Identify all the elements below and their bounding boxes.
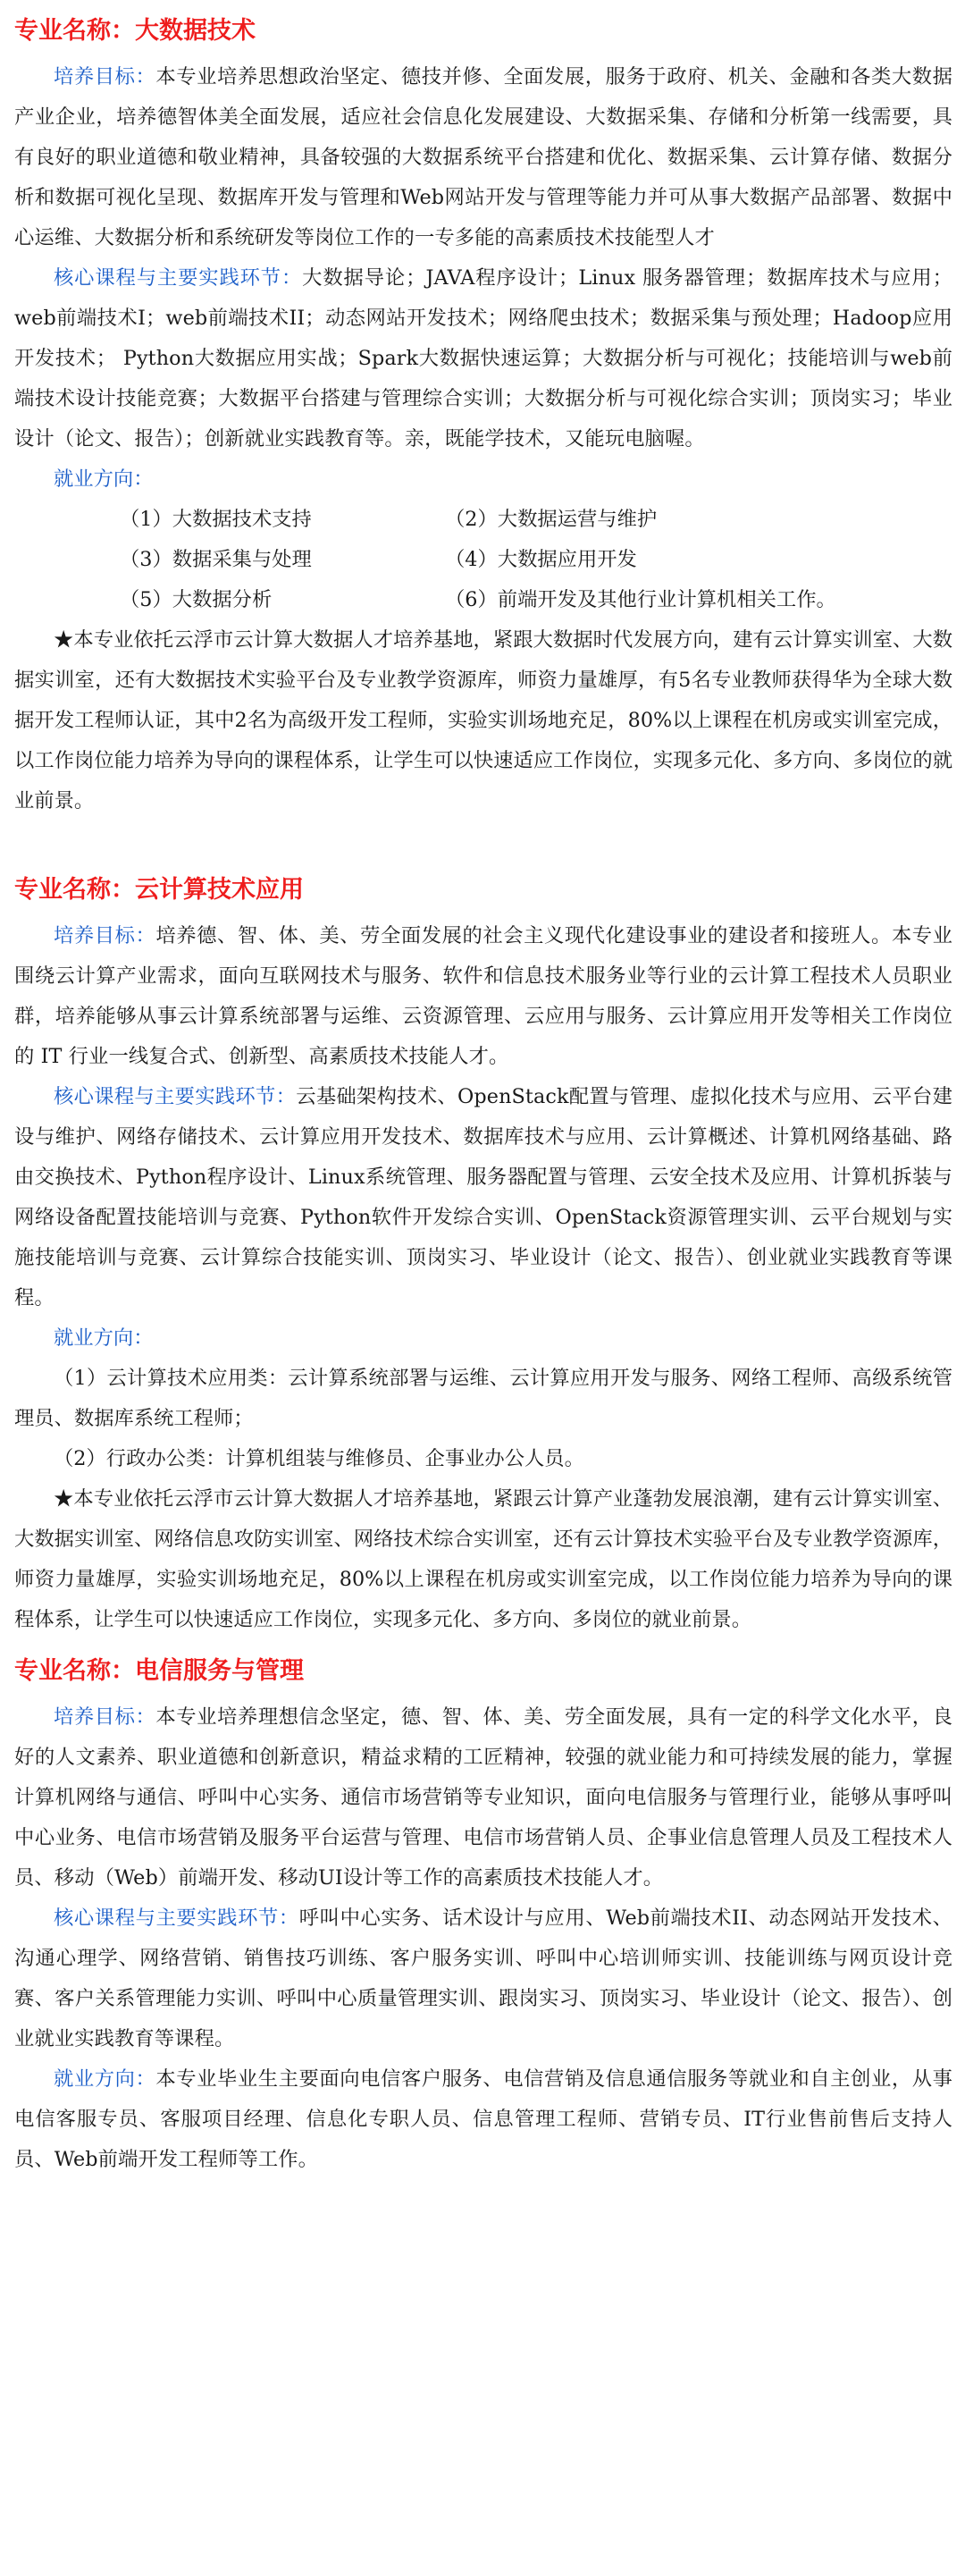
program-note: ★本专业依托云浮市云计算大数据人才培养基地，紧跟大数据时代发展方向，建有云计算实训室、大数据实训室，还有大数据技术实验平台及专业教学资源库，师资力量雄厚，有5名专业教师获得华为全球大数据开发工程师认证，其中2名为高级开发工程师，实验实训场地充足，80%以上课程在机房或实训室完成，以工作岗位能力培养为导向的课程体系，让学生可以快速适应工作岗位，实现多元化、多方向、多岗位的就业前景。 xyxy=(14,628,952,812)
major-title: 专业名称：云计算技术应用 xyxy=(14,876,304,904)
employment-line: （2）行政办公类：计算机组装与维修员、企事业办公人员。 xyxy=(54,1447,584,1470)
core-courses-paragraph xyxy=(14,258,952,459)
training-goal-text: 培养德、智、体、美、劳全面发展的社会主义现代化建设事业的建设者和接班人。本专业围绕云计算产业需求，面向互联网技术与服务、软件和信息技术服务业等行业的云计算工程技术人员职业群，培养能够从事云计算系统部署与运维、云资源管理、云应用与服务、云计算应用开发等相关工作岗位的 IT 行业一线复合式、创新型、高素质技术技能人才。 xyxy=(14,924,952,1068)
core-courses-label: 核心课程与主要实践环节： xyxy=(54,1085,297,1108)
core-courses-text: 云基础架构技术、OpenStack配置与管理、虚拟化技术与应用、云平台建设与维护、网络存储技术、云计算应用开发技术、数据库技术与应用、云计算概述、计算机网络基础、路由交换技术、Python程序设计、Linux系统管理、服务器配置与管理、云安全技术及应用、计算机拆装与网络设备配置技能培训与竞赛、Python软件开发综合实训、OpenStack资源管理实训、云平台规划与实施技能培训与竞赛、云计算综合技能实训、顶岗实习、毕业设计（论文、报告）、创业就业实践教育等课程。 xyxy=(14,1085,952,1309)
employment-label: 就业方向： xyxy=(54,2067,156,2091)
employment-heading xyxy=(14,1318,952,1359)
employment-item: （3）数据采集与处理 xyxy=(120,548,312,571)
employment-item: （6）前端开发及其他行业计算机相关工作。 xyxy=(445,588,836,611)
program-note: ★本专业依托云浮市云计算大数据人才培养基地，紧跟云计算产业蓬勃发展浪潮，建有云计算实训室、大数据实训室、网络信息攻防实训室、网络技术综合实训室，还有云计算技术实验平台及专业教学资源库，师资力量雄厚，实验实训场地充足，80%以上课程在机房或实训室完成，以工作岗位能力培养为导向的课程体系，让学生可以快速适应工作岗位，实现多元化、多方向、多岗位的就业前景。 xyxy=(14,1487,952,1631)
employment-label: 就业方向： xyxy=(54,467,154,491)
employment-item: （4）大数据应用开发 xyxy=(445,548,637,571)
major-section-cloud-computing xyxy=(14,864,952,1640)
employment-line: （1）云计算技术应用类：云计算系统部署与运维、云计算应用开发与服务、网络工程师、高级系统管理员、数据库系统工程师； xyxy=(14,1367,952,1430)
employment-item: （5）大数据分析 xyxy=(120,588,273,611)
major-section-telecom-service xyxy=(14,1646,952,2180)
employment-heading xyxy=(14,459,952,500)
employment-list xyxy=(14,500,952,620)
core-courses-text: 大数据导论；JAVA程序设计；Linux 服务器管理；数据库技术与应用；web前端技术I；web前端技术II；动态网站开发技术；网络爬虫技术；数据采集与预处理；Hadoop应用开发技术； Python大数据应用实战；Spark大数据快速运算；大数据分析与可视化；技能培训与web前端技术设计技能竞赛；大数据平台搭建与管理综合实训；大数据分析与可视化综合实训；顶岗实习；毕业设计（论文、报告）；创新就业实践教育等。亲，既能学技术，又能玩电脑喔。 xyxy=(14,266,953,450)
training-goal-paragraph xyxy=(14,1697,952,1898)
training-goal-paragraph xyxy=(14,916,952,1077)
core-courses-paragraph xyxy=(14,1898,952,2059)
training-goal-text: 本专业培养理想信念坚定，德、智、体、美、劳全面发展，具有一定的科学文化水平，良好的人文素养、职业道德和创新意识，精益求精的工匠精神，较强的就业能力和可持续发展的能力，掌握计算机网络与通信、呼叫中心实务、通信市场营销等专业知识，面向电信服务与管理行业，能够从事呼叫中心业务、电信市场营销及服务平台运营与管理、电信市场营销人员、企事业信息管理人员及工程技术人员、移动（Web）前端开发、移动UI设计等工作的高素质技术技能人才。 xyxy=(14,1705,952,1890)
core-courses-text: 呼叫中心实务、话术设计与应用、Web前端技术II、动态网站开发技术、沟通心理学、网络营销、销售技巧训练、客户服务实训、呼叫中心培训师实训、技能训练与网页设计竞赛、客户关系管理能力实训、呼叫中心质量管理实训、跟岗实习、顶岗实习、毕业设计（论文、报告）、创业就业实践教育等课程。 xyxy=(14,1907,952,2050)
major-title: 专业名称：电信服务与管理 xyxy=(14,1657,304,1685)
training-goal-label: 培养目标： xyxy=(54,924,156,947)
major-title: 专业名称：大数据技术 xyxy=(14,17,256,45)
employment-text: 本专业毕业生主要面向电信客户服务、电信营销及信息通信服务等就业和自主创业，从事电信客服专员、客服项目经理、信息化专职人员、信息管理工程师、营销专员、IT行业售前售后支持人员、Web前端开发工程师等工作。 xyxy=(14,2067,952,2171)
employment-item: （1）大数据技术支持 xyxy=(120,508,312,531)
employment-paragraph xyxy=(14,2059,952,2180)
training-goal-label: 培养目标： xyxy=(54,65,156,88)
employment-label: 就业方向： xyxy=(54,1326,154,1350)
core-courses-label: 核心课程与主要实践环节： xyxy=(54,1907,299,1930)
core-courses-label: 核心课程与主要实践环节： xyxy=(54,266,303,290)
core-courses-paragraph xyxy=(14,1077,952,1318)
training-goal-paragraph xyxy=(14,57,952,258)
training-goal-text: 本专业培养思想政治坚定、德技并修、全面发展，服务于政府、机关、金融和各类大数据产业企业，培养德智体美全面发展，适应社会信息化发展建设、大数据采集、存储和分析第一线需要，具有良好的职业道德和敬业精神，具备较强的大数据系统平台搭建和优化、数据采集、云计算存储、数据分析和数据可视化呈现、数据库开发与管理和Web网站开发与管理等能力并可从事大数据产品部署、数据中心运维、大数据分析和系统研发等岗位工作的一专多能的高素质技术技能型人才 xyxy=(14,65,952,249)
training-goal-label: 培养目标： xyxy=(54,1705,156,1729)
employment-item: （2）大数据运营与维护 xyxy=(445,508,658,531)
major-section-big-data xyxy=(14,5,952,821)
